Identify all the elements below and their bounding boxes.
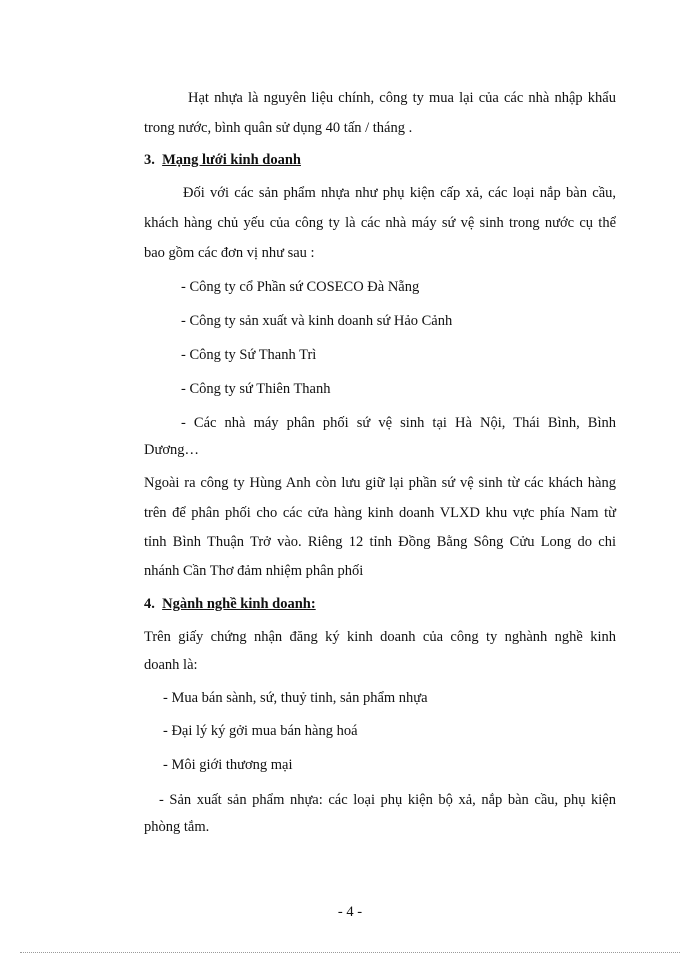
production-line-2: phòng tắm. <box>144 819 210 835</box>
page-bottom-divider <box>20 952 680 953</box>
paragraph-1-line-2: trong nước, bình quân sử dụng 40 tấn / tháng . <box>144 120 413 136</box>
paragraph-3-line-4: nhánh Cần Thơ đảm nhiệm phân phối <box>144 563 364 579</box>
section-4-heading <box>144 595 316 613</box>
page-number: - 4 - <box>337 904 363 920</box>
paragraph-2-line-2: khách hàng chủ yếu của công ty là các nhà máy sứ vệ sinh trong nước cụ thể <box>144 215 616 231</box>
section-3-number: 3. <box>144 152 155 168</box>
paragraph-3-line-1: Ngoài ra công ty Hùng Anh còn lưu giữ lại phần sứ vệ sinh từ các khách hàng <box>144 475 616 491</box>
paragraph-4-line-1: Trên giấy chứng nhận đăng ký kinh doanh của công ty nghành nghề kinh <box>144 629 616 645</box>
paragraph-2-line-1: Đối với các sản phẩm nhựa như phụ kiện cấp xả, các loại nắp bàn cầu, <box>183 185 616 201</box>
customer-item: - Công ty sứ Thiên Thanh <box>181 381 331 397</box>
distributors-line-2: Dương… <box>144 442 199 458</box>
distributors-line-1: - Các nhà máy phân phối sứ vệ sinh tại Hà Nội, Thái Bình, Bình <box>181 415 616 431</box>
business-line-item: - Môi giới thương mại <box>163 757 293 773</box>
paragraph-2-line-3: bao gồm các đơn vị như sau : <box>144 245 315 261</box>
production-line-1: - Sản xuất sản phẩm nhựa: các loại phụ kiện bộ xả, nắp bàn cầu, phụ kiện <box>159 792 616 808</box>
paragraph-3-line-3: tỉnh Bình Thuận Trở vào. Riêng 12 tỉnh Đồng Bằng Sông Cửu Long do chi <box>144 534 616 550</box>
section-4-title: Ngành nghề kinh doanh: <box>162 596 316 612</box>
section-3-heading <box>144 151 301 169</box>
paragraph-1-line-1: Hạt nhựa là nguyên liệu chính, công ty mua lại của các nhà nhập khẩu <box>188 90 616 106</box>
customer-item: - Công ty sản xuất và kinh doanh sứ Hảo Cảnh <box>181 313 453 329</box>
section-3-title: Mạng lưới kinh doanh <box>162 152 301 168</box>
section-4-number: 4. <box>144 596 155 612</box>
business-line-item: - Mua bán sành, sứ, thuỷ tinh, sản phẩm nhựa <box>163 690 428 706</box>
paragraph-3-line-2: trên để phân phối cho các cửa hàng kinh doanh VLXD khu vực phía Nam từ <box>144 505 616 521</box>
customer-item: - Công ty cổ Phần sứ COSECO Đà Nẵng <box>181 279 420 295</box>
business-line-item: - Đại lý ký gởi mua bán hàng hoá <box>163 723 358 739</box>
customer-item: - Công ty Sứ Thanh Trì <box>181 347 317 363</box>
paragraph-4-line-2: doanh là: <box>144 657 198 673</box>
